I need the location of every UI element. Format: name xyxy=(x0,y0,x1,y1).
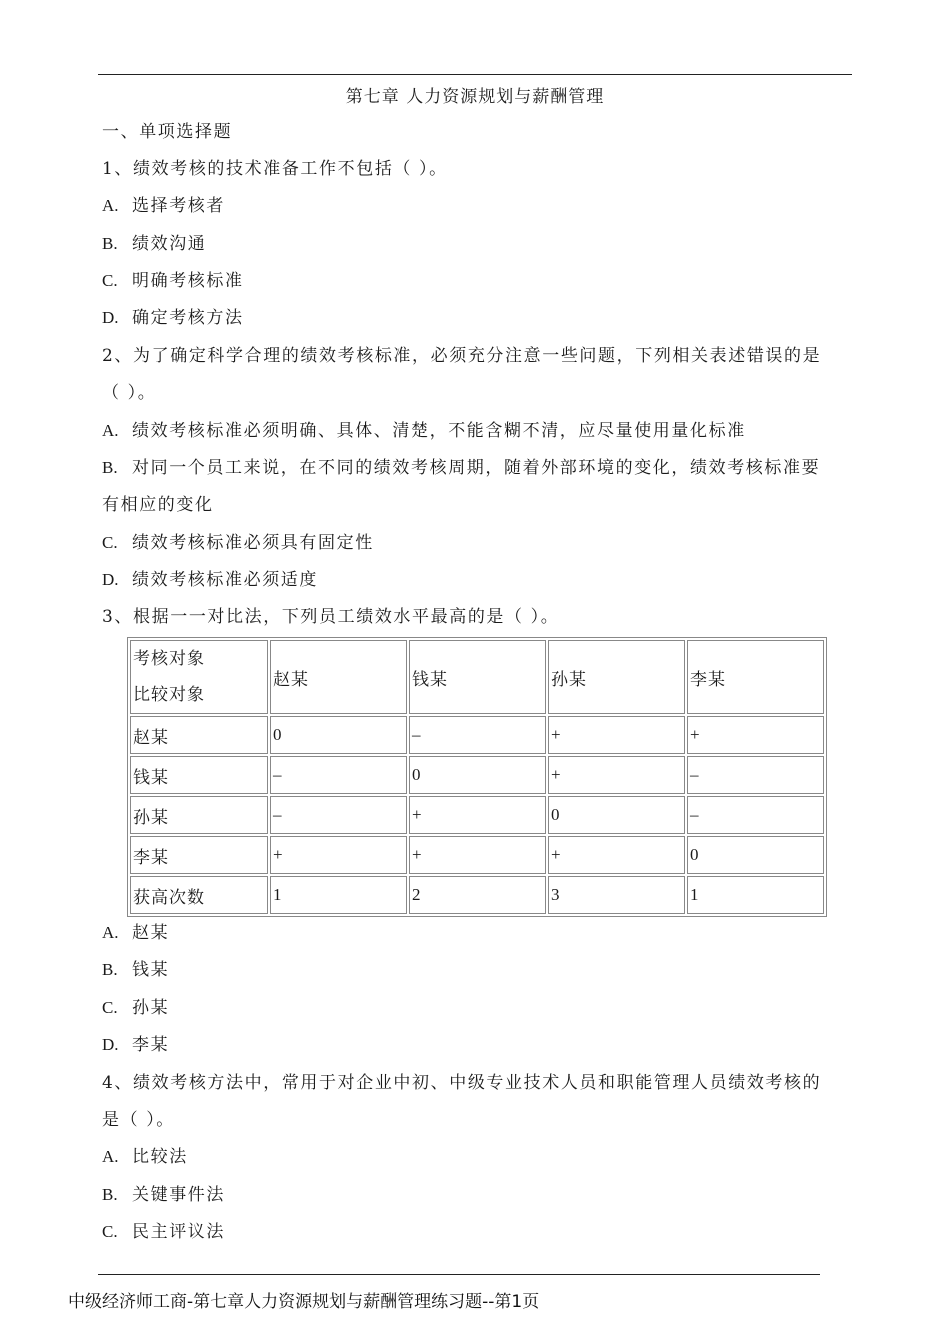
table-cell: 0 xyxy=(687,836,824,874)
q4-option-c: C. 民主评议法 xyxy=(102,1222,225,1242)
table-cell: 0 xyxy=(548,796,685,834)
q2-stem-line1: 2、为了确定科学合理的绩效考核标准，必须充分注意一些问题，下列相关表述错误的是 xyxy=(102,346,822,366)
header-rule xyxy=(98,74,852,75)
table-cell: – xyxy=(687,796,824,834)
table-cell: 3 xyxy=(548,876,685,914)
q3-stem: 3、根据一一对比法，下列员工绩效水平最高的是（ ）。 xyxy=(102,607,560,627)
table-row xyxy=(130,716,824,754)
q4-stem-line2: 是（ ）。 xyxy=(102,1110,175,1130)
q2-option-c: C. 绩效考核标准必须具有固定性 xyxy=(102,533,374,553)
q3-option-c: C. 孙某 xyxy=(102,998,170,1018)
row-label: 李某 xyxy=(130,836,268,874)
q3-option-b: B. 钱某 xyxy=(102,960,170,980)
row-label: 赵某 xyxy=(130,716,268,754)
table-cell: + xyxy=(548,756,685,794)
table-cell: + xyxy=(548,716,685,754)
q1-option-c: C. 明确考核标准 xyxy=(102,271,244,291)
q1-option-d: D. 确定考核方法 xyxy=(102,308,244,328)
page-footer: 中级经济师工商-第七章人力资源规划与薪酬管理练习题--第1页 xyxy=(68,1292,540,1312)
section-heading: 一、单项选择题 xyxy=(102,122,233,142)
q1-stem: 1、绩效考核的技术准备工作不包括（ ）。 xyxy=(102,159,448,179)
table-cell: + xyxy=(270,836,407,874)
table-cell: – xyxy=(409,716,546,754)
table-cell: 1 xyxy=(270,876,407,914)
table-cell: + xyxy=(687,716,824,754)
table-row xyxy=(130,756,824,794)
row-label: 孙某 xyxy=(130,796,268,834)
table-row xyxy=(130,796,824,834)
corner-label-top: 考核对象 xyxy=(133,649,205,669)
q3-option-a: A. 赵某 xyxy=(102,923,170,943)
row-label: 钱某 xyxy=(130,756,268,794)
table-row xyxy=(130,836,824,874)
q3-option-d: D. 李某 xyxy=(102,1035,170,1055)
q1-option-a: A. 选择考核者 xyxy=(102,196,225,216)
table-corner-cell xyxy=(130,640,268,714)
table-cell: + xyxy=(409,836,546,874)
table-cell: + xyxy=(548,836,685,874)
q2-option-d: D. 绩效考核标准必须适度 xyxy=(102,570,318,590)
q2-option-b-continued: 有相应的变化 xyxy=(102,495,214,515)
table-header-cell: 李某 xyxy=(687,640,824,714)
q4-stem-line1: 4、绩效考核方法中，常用于对企业中初、中级专业技术人员和职能管理人员绩效考核的 xyxy=(102,1073,822,1093)
table-row xyxy=(130,876,824,914)
table-cell: 0 xyxy=(409,756,546,794)
table-header-cell: 赵某 xyxy=(270,640,407,714)
table-header-cell: 孙某 xyxy=(548,640,685,714)
table-cell: – xyxy=(687,756,824,794)
table-cell: + xyxy=(409,796,546,834)
table-cell: 2 xyxy=(409,876,546,914)
q4-option-a: A. 比较法 xyxy=(102,1147,188,1167)
q4-option-b: B. 关键事件法 xyxy=(102,1185,225,1205)
q2-option-b: B. 对同一个员工来说，在不同的绩效考核周期，随着外部环境的变化，绩效考核标准要 xyxy=(102,458,821,478)
corner-label-bottom: 比较对象 xyxy=(133,685,205,705)
table-header-row xyxy=(130,640,824,714)
page-title: 第七章 人力资源规划与薪酬管理 xyxy=(345,87,605,107)
table-cell: – xyxy=(270,796,407,834)
q2-stem-line2: （ ）。 xyxy=(102,383,157,403)
q2-option-a: A. 绩效考核标准必须明确、具体、清楚，不能含糊不清，应尽量使用量化标准 xyxy=(102,421,746,441)
row-label: 获高次数 xyxy=(130,876,268,914)
table-cell: 0 xyxy=(270,716,407,754)
q1-option-b: B. 绩效沟通 xyxy=(102,234,207,254)
footer-rule xyxy=(98,1274,820,1275)
comparison-table xyxy=(127,637,827,917)
table-header-cell: 钱某 xyxy=(409,640,546,714)
table-cell: 1 xyxy=(687,876,824,914)
table-cell: – xyxy=(270,756,407,794)
